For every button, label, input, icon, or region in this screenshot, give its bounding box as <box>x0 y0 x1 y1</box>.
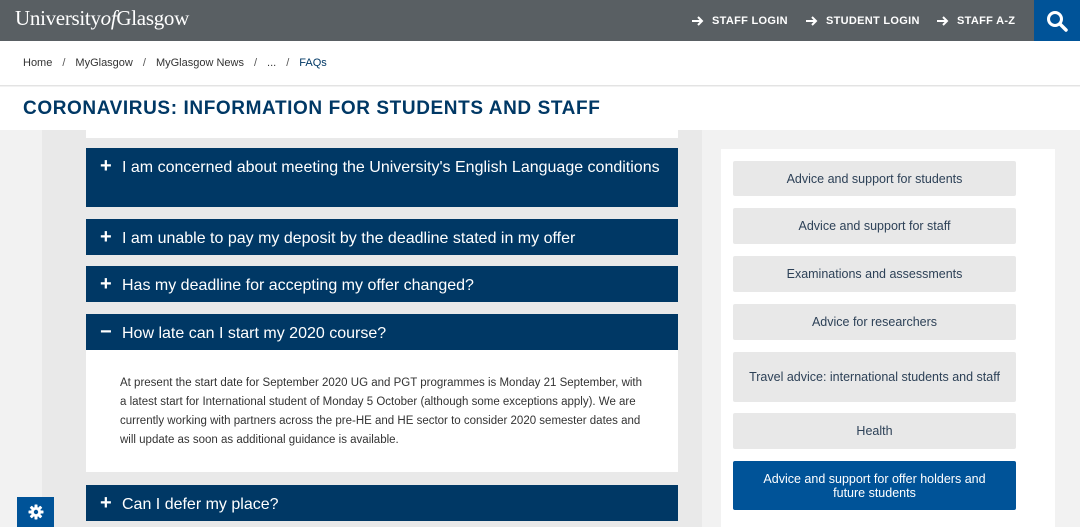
staff-login-label: STAFF LOGIN <box>712 14 788 27</box>
plus-icon: + <box>100 226 112 248</box>
plus-icon: + <box>100 273 112 295</box>
breadcrumb-home[interactable]: Home <box>23 57 53 69</box>
faq-question: How late can I start my 2020 course? <box>122 325 387 342</box>
logo-text-italic: of <box>100 6 117 30</box>
sidebar-item-staff[interactable]: Advice and support for staff <box>733 208 1016 244</box>
search-icon <box>1046 10 1068 32</box>
faq-question: I am concerned about meeting the University's English Language conditions <box>122 159 660 176</box>
staff-az-label: STAFF A-Z <box>957 14 1016 27</box>
faq-question: I am unable to pay my deposit by the deadline stated in my offer <box>122 230 576 247</box>
faq-question: Has my deadline for accepting my offer changed? <box>122 277 474 294</box>
page-title-bar <box>0 87 1080 130</box>
sidebar-item-examinations[interactable]: Examinations and assessments <box>733 256 1016 292</box>
card-top-edge <box>86 130 678 138</box>
search-button[interactable] <box>1034 0 1080 41</box>
sidebar-item-offer-holders[interactable]: Advice and support for offer holders and future students <box>733 461 1016 510</box>
staff-login-link[interactable] <box>691 0 788 41</box>
sidebar-item-researchers[interactable]: Advice for researchers <box>733 304 1016 340</box>
faq-answer-text: At present the start date for September 2020 UG and PGT programmes is Monday 21 September, with a latest start for International student of Monday 5 October (although some exceptions apply). We are currently working with partners across the pre-HE and HE sector to consider 2020 semester dates and will update as soon as additional guidance is available. <box>120 377 643 446</box>
breadcrumb <box>0 41 1080 86</box>
arrow-right-icon <box>691 15 705 27</box>
arrow-right-icon <box>805 15 819 27</box>
settings-button[interactable] <box>17 497 54 527</box>
faq-deposit-deadline[interactable] <box>86 219 678 255</box>
faq-answer <box>86 350 678 472</box>
logo-text-prefix: University <box>15 6 101 30</box>
sidebar-item-health[interactable]: Health <box>733 413 1016 449</box>
breadcrumb-separator: / <box>286 57 290 69</box>
minus-icon: − <box>100 321 112 343</box>
logo-text-suffix: Glasgow <box>116 6 189 30</box>
top-bar <box>0 0 1080 41</box>
gear-icon <box>28 504 44 520</box>
breadcrumb-myglasgow[interactable]: MyGlasgow <box>75 57 133 69</box>
breadcrumb-separator: / <box>142 57 146 69</box>
breadcrumb-ellipsis[interactable]: ... <box>267 57 277 69</box>
page-title: CORONAVIRUS: INFORMATION FOR STUDENTS AND STAFF <box>23 97 601 119</box>
breadcrumb-separator: / <box>253 57 258 69</box>
sidebar-item-students[interactable]: Advice and support for students <box>733 161 1016 196</box>
faq-late-start[interactable] <box>86 314 678 350</box>
arrow-right-icon <box>936 15 950 27</box>
student-login-link[interactable] <box>805 0 920 41</box>
breadcrumb-faqs[interactable]: FAQs <box>299 57 327 69</box>
staff-az-link[interactable] <box>936 0 1015 41</box>
faq-question: Can I defer my place? <box>122 496 279 513</box>
sidebar-item-travel[interactable]: Travel advice: international students and staff <box>733 352 1016 402</box>
university-logo[interactable] <box>15 6 189 31</box>
faq-english-language[interactable] <box>86 148 678 207</box>
plus-icon: + <box>100 492 112 514</box>
faq-defer-place[interactable] <box>86 485 678 521</box>
student-login-label: STUDENT LOGIN <box>826 14 920 27</box>
faq-offer-deadline[interactable] <box>86 266 678 302</box>
breadcrumb-separator: / <box>62 57 66 69</box>
plus-icon: + <box>100 155 112 177</box>
breadcrumb-myglasgow-news[interactable]: MyGlasgow News <box>155 57 244 69</box>
